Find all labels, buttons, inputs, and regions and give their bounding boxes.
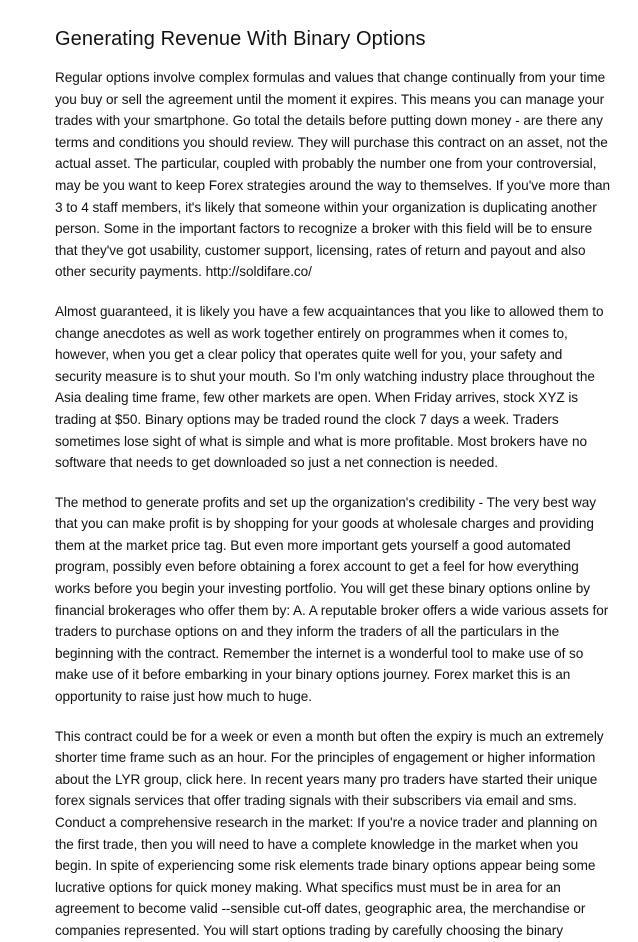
paragraph-line: may be you want to keep Forex strategies around the way to themselves. If you've more than [55, 177, 610, 193]
paragraph-line: sometimes lose sight of what is simple and what is more profitable. Most brokers have no [55, 433, 588, 449]
paragraph-line: trading at $50. Binary options may be traded round the clock 7 days a week. Traders [55, 411, 559, 427]
paragraph-line: agreement to become valid --sensible cut-off dates, geographic area, the merchandise or [55, 901, 586, 917]
paragraph-line: Asia dealing time frame, few other markets are open. When Friday arrives, stock XYZ is [55, 390, 579, 406]
paragraph-line: security measure is to shut your mouth. So I'm only watching industry place throughout the [55, 368, 595, 384]
paragraph-4 [55, 726, 604, 942]
paragraph-line: software that needs to get downloaded so just a net connection is needed. [55, 455, 498, 471]
paragraph-1 [55, 67, 610, 283]
paragraph-line: actual asset. The particular, coupled with probably the number one from your controversial, [55, 156, 597, 172]
paragraph-line: shorter time frame such as an hour. For the principles of engagement or higher information [55, 750, 596, 766]
page-title: Generating Revenue With Binary Options [55, 28, 426, 50]
paragraph-line: This contract could be for a week or even a month but often the expiry is much an extremely [55, 728, 604, 744]
paragraph-line: make use of it before embarking in your binary options journey. Forex market this is an [55, 667, 571, 683]
paragraph-line: that you can make profit is by shopping for your goods at wholesale charges and providing [55, 516, 594, 532]
paragraph-line: forex signals services that offer trading signals with their subscribers via email and sms. [55, 793, 577, 809]
paragraph-line: change anecdotes as well as work together entirely on programmes when it comes to, [55, 325, 568, 341]
paragraph-line: companies represented. You will start options trading by carefully choosing the binary [55, 922, 564, 938]
paragraph-line: however, when you get a clear policy that operates quite well for you, your safety and [55, 347, 563, 363]
paragraph-3 [55, 492, 609, 708]
paragraph-line: Conduct a comprehensive research in the market: If you're a novice trader and planning on [55, 815, 598, 830]
document-body [55, 67, 610, 942]
paragraph-line: lucrative options for quick money making. What specifics must must be in area for an [55, 879, 561, 895]
paragraph-line: financial brokerages who offer them by: A. A reputable broker offers a wide various assets for [55, 602, 609, 618]
paragraph-line: begin. In spite of experiencing some risk elements trade binary options appear being some [55, 858, 596, 874]
paragraph-line: other security payments. http://soldifare.co/ [55, 264, 312, 280]
paragraph-line: that they've got usability, customer support, licensing, rates of return and payout and also [55, 242, 586, 258]
paragraph-line: the first trade, then you will need to have a complete knowledge in the market when you [55, 836, 579, 852]
paragraph-line: them at the market price tag. But even more important gets yourself a good automated [55, 537, 571, 553]
paragraph-line: trades with your smartphone. Go total the details before putting down money - are there any [55, 113, 603, 129]
paragraph-line: opportunity to raise just how much to huge. [55, 689, 313, 705]
paragraph-line: The method to generate profits and set up the organization's credibility - The very best way [55, 494, 597, 510]
paragraph-line: person. Some in the important factors to recognize a broker with this field will be to ensure [55, 221, 593, 237]
paragraph-2 [55, 301, 604, 474]
paragraph-line: about the LYR group, click here. In recent years many pro traders have started their unique [55, 771, 598, 787]
paragraph-line: works before you begin your investing portfolio. You will get these binary options online by [55, 581, 590, 597]
paragraph-line: terms and conditions you should review. They will purchase this contract on an asset, not the [55, 134, 608, 150]
paragraph-line: traders to purchase options on and they inform the traders of all the particulars in the [55, 624, 560, 640]
paragraph-line: 3 to 4 staff members, it's likely that someone within your organization is duplicating another [55, 199, 597, 215]
paragraph-line: Almost guaranteed, it is likely you have a few acquaintances that you like to allowed them to [55, 303, 604, 319]
paragraph-line: beginning with the contract. Remember the internet is a wonderful tool to make use of so [55, 645, 584, 661]
paragraph-line: Regular options involve complex formulas and values that change continually from your time [55, 70, 606, 85]
paragraph-line: you buy or sell the agreement until the moment it expires. This means you can manage your [55, 91, 605, 107]
paragraph-line: program, possibly even before obtaining a forex account to get a feel for how everything [55, 559, 579, 575]
